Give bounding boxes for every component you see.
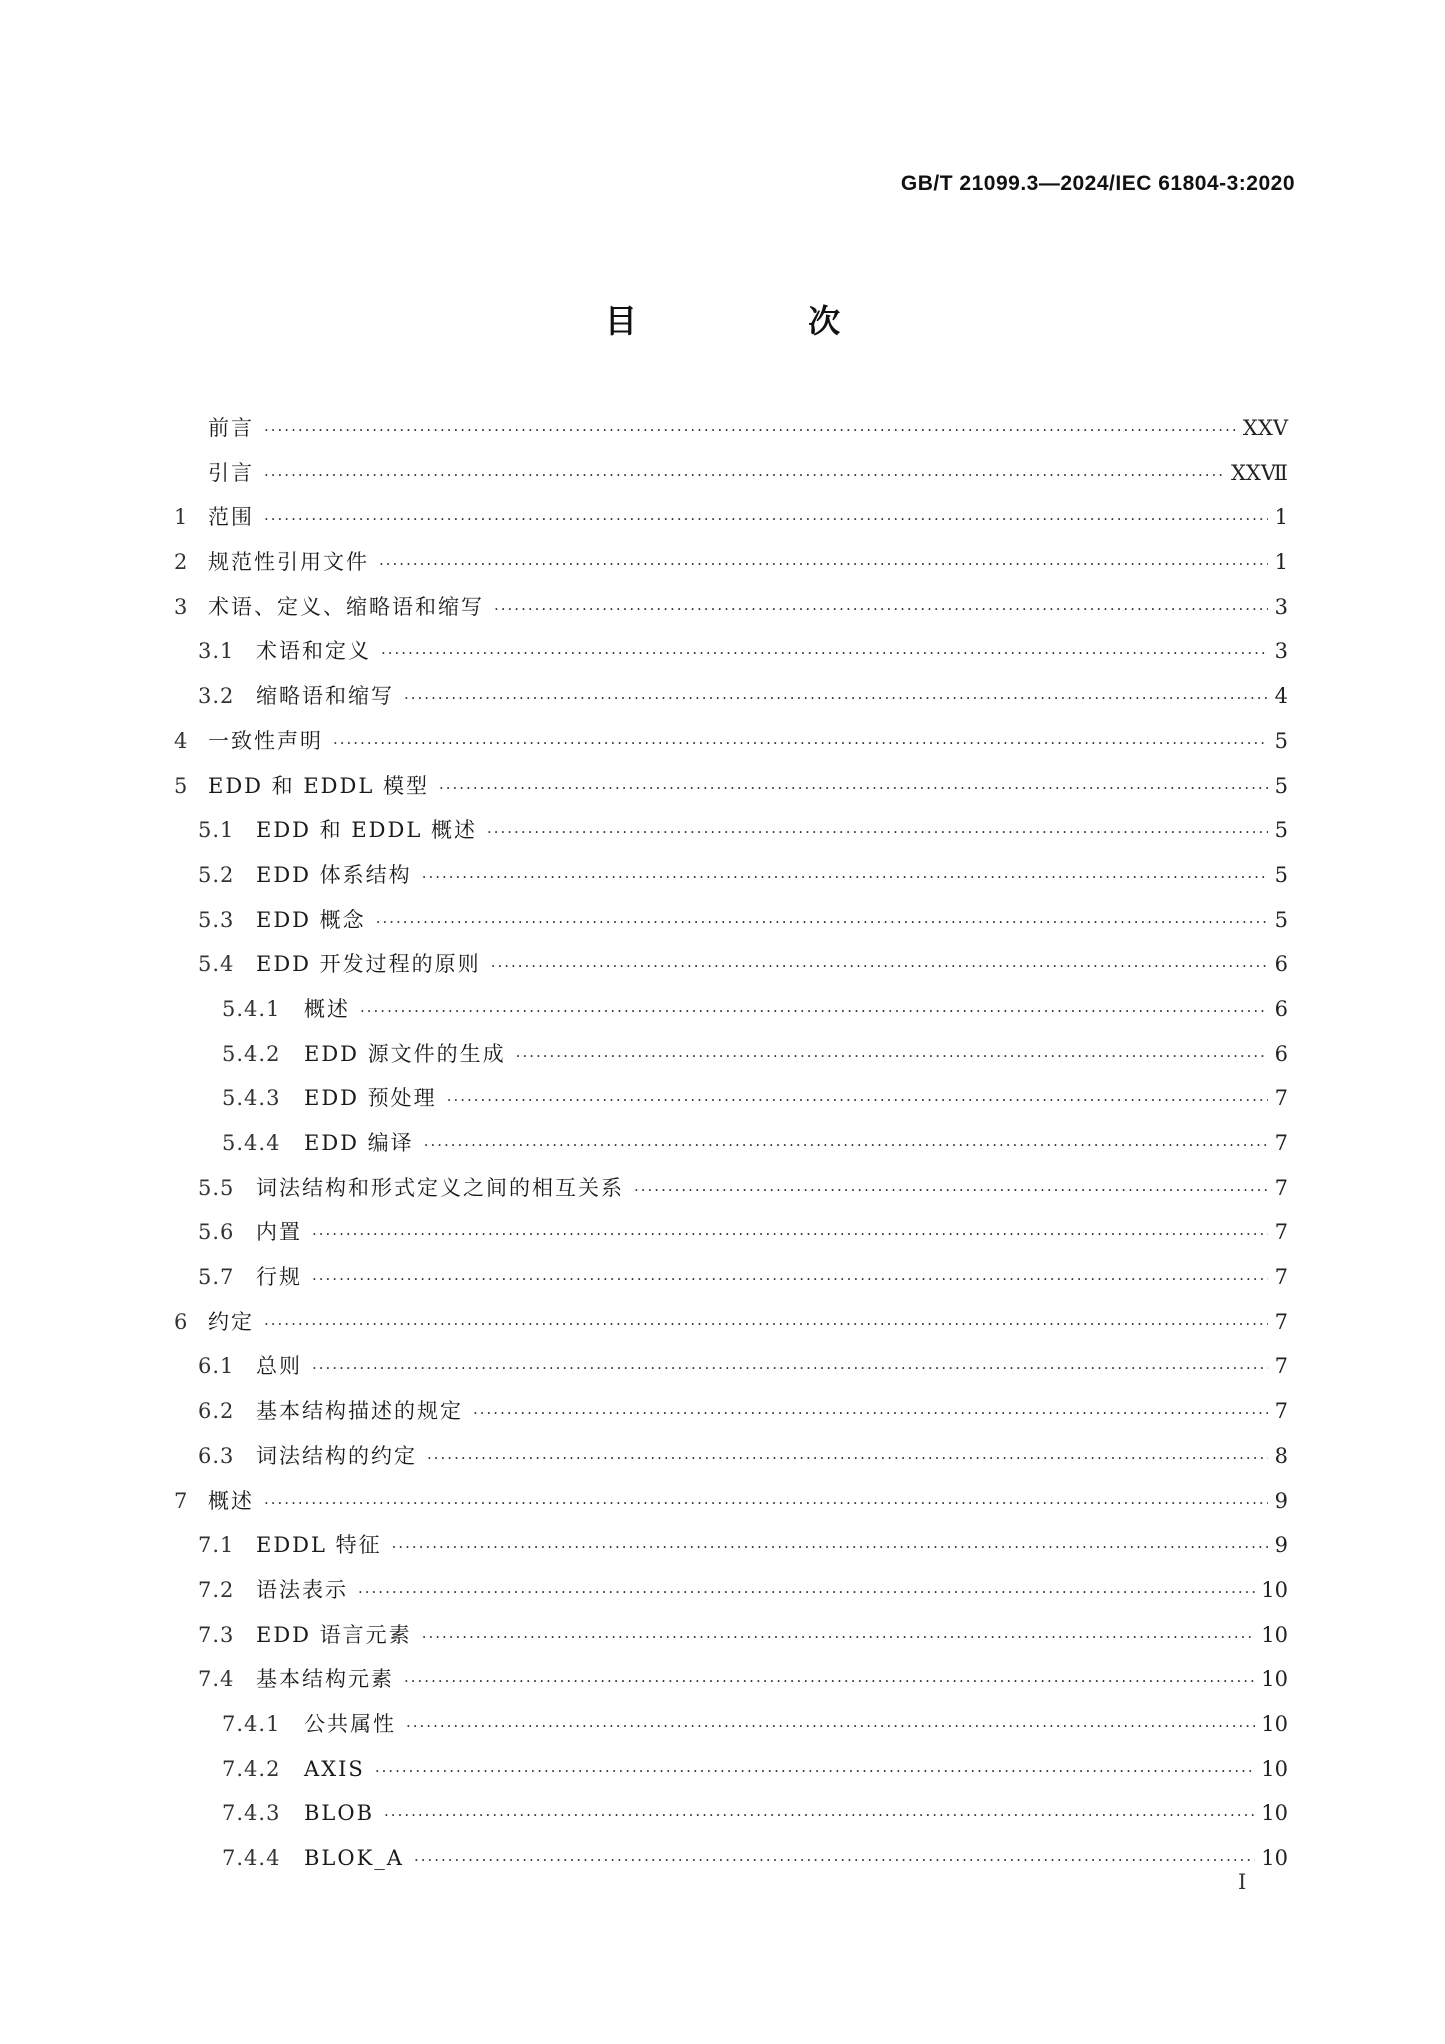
standard-number: GB/T 21099.3—2024/IEC 61804-3:2020 (900, 172, 1295, 195)
toc-entry-title: 缩略语和缩写 (256, 684, 394, 709)
toc-entry-title: 规范性引用文件 (208, 550, 369, 575)
toc-leader-dots (494, 587, 1268, 632)
toc-entry-number: 6.2 (198, 1399, 235, 1424)
toc-leader-dots (473, 1391, 1268, 1436)
toc-entry-number: 3.2 (198, 684, 235, 709)
toc-entry-title: 词法结构的约定 (256, 1443, 417, 1468)
toc-entry[interactable] (174, 1568, 1288, 1613)
toc-entry[interactable] (174, 898, 1288, 943)
toc-entry-number: 5.6 (198, 1220, 235, 1245)
toc-entry-title: 约定 (208, 1309, 254, 1334)
toc-entry-title: EDD 和 EDDL 模型 (208, 773, 429, 798)
toc-leader-dots (384, 1793, 1255, 1838)
toc-entry-page: XXV (1242, 416, 1288, 440)
toc-entry-title: 总则 (256, 1354, 302, 1379)
toc-entry-title: 引言 (208, 460, 254, 485)
toc-entry[interactable] (174, 1836, 1288, 1881)
toc-entry-number: 5.2 (198, 862, 235, 887)
toc-entry[interactable] (174, 1344, 1288, 1389)
toc-entry[interactable] (174, 495, 1288, 540)
toc-leader-dots (376, 900, 1268, 945)
toc-entry-page: 10 (1261, 1801, 1288, 1826)
toc-entry-title: 内置 (256, 1220, 302, 1245)
toc-entry-number: 5.4.2 (222, 1041, 281, 1066)
toc-leader-dots (264, 408, 1237, 453)
toc-entry-page: 9 (1274, 1533, 1288, 1558)
toc-entry[interactable] (174, 1121, 1288, 1166)
toc-entry-number: 7.4.2 (222, 1756, 281, 1781)
toc-entry[interactable] (174, 1210, 1288, 1255)
toc-entry[interactable] (174, 1032, 1288, 1077)
toc-entry[interactable] (174, 1747, 1288, 1792)
toc-entry[interactable] (174, 853, 1288, 898)
toc-entry[interactable] (174, 719, 1288, 764)
toc-entry-title: 基本结构元素 (256, 1667, 394, 1692)
toc-entry-page: 6 (1274, 1041, 1288, 1066)
toc-entry[interactable] (174, 451, 1288, 496)
toc-entry-page: 1 (1274, 550, 1288, 575)
toc-leader-dots (427, 1436, 1268, 1481)
toc-entry-page: 5 (1274, 907, 1288, 932)
toc-entry-page: 10 (1261, 1622, 1288, 1647)
toc-entry-title: 术语、定义、缩略语和缩写 (208, 594, 484, 619)
toc-leader-dots (264, 497, 1268, 542)
toc-entry-number: 5.7 (198, 1265, 235, 1290)
toc-leader-dots (312, 1212, 1268, 1257)
toc-entry-page: 7 (1274, 1086, 1288, 1111)
toc-entry-title: 概述 (304, 996, 350, 1021)
toc-entry-page: 10 (1261, 1667, 1288, 1692)
toc-entry-number: 5.4.4 (222, 1131, 281, 1155)
toc-entry[interactable] (174, 1657, 1288, 1702)
toc-leader-dots (358, 1570, 1255, 1615)
toc-entry-page: 7 (1274, 1220, 1288, 1245)
toc-entry-title: EDD 预处理 (304, 1086, 437, 1111)
toc-entry-number: 1 (174, 505, 189, 530)
toc-leader-dots (264, 1302, 1268, 1347)
toc-entry-title: 一致性声明 (208, 728, 323, 753)
toc-entry-page: 7 (1274, 1265, 1288, 1290)
toc-entry-page: 5 (1274, 773, 1288, 798)
toc-leader-dots (381, 631, 1268, 676)
toc-entry[interactable] (174, 1791, 1288, 1836)
page-title: 目 次 (604, 302, 921, 340)
toc-entry-title: 基本结构描述的规定 (256, 1399, 463, 1424)
toc-entry[interactable] (174, 1166, 1288, 1211)
toc-entry-page: 4 (1274, 684, 1288, 709)
toc-entry-page: 5 (1274, 862, 1288, 887)
toc-entry[interactable] (174, 764, 1288, 809)
toc-entry[interactable] (174, 1479, 1288, 1524)
toc-entry-title: EDD 语言元素 (256, 1622, 412, 1647)
toc-entry[interactable] (174, 585, 1288, 630)
toc-entry-page: 8 (1274, 1443, 1288, 1468)
toc-entry[interactable] (174, 629, 1288, 674)
toc-entry[interactable] (174, 1255, 1288, 1300)
toc-entry[interactable] (174, 1300, 1288, 1345)
toc-leader-dots (404, 676, 1268, 721)
toc-leader-dots (264, 453, 1225, 498)
toc-entry-title: AXIS (304, 1756, 365, 1781)
toc-entry-page: 1 (1274, 505, 1288, 530)
toc-entry[interactable] (174, 987, 1288, 1032)
toc-leader-dots (424, 1123, 1268, 1168)
toc-entry-number: 7.2 (198, 1577, 235, 1602)
toc-entry-page: 7 (1274, 1309, 1288, 1334)
toc-entry-title: EDD 编译 (304, 1131, 414, 1155)
toc-leader-dots (264, 1481, 1268, 1526)
toc-entry-title: 公共属性 (304, 1711, 396, 1736)
toc-entry-number: 7.4 (198, 1667, 235, 1692)
toc-entry-title: BLOB (304, 1801, 375, 1826)
toc-entry-page: 3 (1274, 639, 1288, 664)
toc-leader-dots (406, 1704, 1255, 1749)
toc-entry-title: 语法表示 (256, 1577, 348, 1602)
toc-entry-title: 词法结构和形式定义之间的相互关系 (256, 1175, 624, 1200)
toc-entry-number: 6.1 (198, 1354, 235, 1379)
toc-entry-number: 3.1 (198, 639, 235, 664)
table-of-contents (174, 406, 1288, 1881)
toc-leader-dots (379, 542, 1268, 587)
toc-entry-title: 行规 (256, 1265, 302, 1290)
toc-entry-number: 5.4.3 (222, 1086, 281, 1111)
toc-entry-number: 7.3 (198, 1622, 235, 1647)
toc-entry[interactable] (174, 1389, 1288, 1434)
toc-entry[interactable] (174, 942, 1288, 987)
toc-entry-title: EDD 开发过程的原则 (256, 952, 481, 977)
toc-entry-number: 2 (174, 550, 189, 575)
toc-leader-dots (447, 1078, 1268, 1123)
toc-entry-page: 7 (1274, 1354, 1288, 1379)
toc-entry[interactable] (174, 1076, 1288, 1121)
toc-entry-title: 术语和定义 (256, 639, 371, 664)
toc-entry-page: 7 (1274, 1175, 1288, 1200)
toc-entry-page: 7 (1274, 1131, 1288, 1155)
toc-leader-dots (439, 766, 1268, 811)
toc-entry-page: 6 (1274, 996, 1288, 1021)
toc-entry-title: EDD 源文件的生成 (304, 1041, 506, 1066)
toc-entry-title: 前言 (208, 416, 254, 440)
toc-entry-number: 4 (174, 728, 189, 753)
toc-entry[interactable] (174, 1702, 1288, 1747)
toc-leader-dots (312, 1257, 1268, 1302)
toc-leader-dots (487, 810, 1268, 855)
toc-entry-number: 3 (174, 594, 189, 619)
toc-entry-title: 概述 (208, 1488, 254, 1513)
toc-entry-title: EDDL 特征 (256, 1533, 382, 1558)
toc-entry-number: 5 (174, 773, 189, 798)
toc-entry[interactable] (174, 406, 1288, 451)
toc-leader-dots (333, 721, 1268, 766)
toc-entry-page: 5 (1274, 818, 1288, 843)
toc-entry-page: 6 (1274, 952, 1288, 977)
toc-entry-number: 7.4.4 (222, 1846, 281, 1870)
toc-entry-number: 5.3 (198, 907, 235, 932)
toc-leader-dots (516, 1034, 1268, 1079)
toc-entry[interactable] (174, 808, 1288, 853)
toc-entry-number: 7 (174, 1488, 189, 1513)
toc-entry-number: 6 (174, 1309, 189, 1334)
toc-entry-title: BLOK_A (304, 1846, 404, 1870)
toc-leader-dots (404, 1659, 1255, 1704)
toc-leader-dots (634, 1168, 1268, 1213)
toc-entry-page: 5 (1274, 728, 1288, 753)
toc-leader-dots (422, 1615, 1256, 1660)
toc-leader-dots (312, 1346, 1268, 1391)
toc-entry[interactable] (174, 674, 1288, 719)
page-number: I (1238, 1870, 1247, 1894)
toc-entry-page: 10 (1261, 1846, 1288, 1870)
toc-entry-page: 9 (1274, 1488, 1288, 1513)
toc-entry[interactable] (174, 1434, 1288, 1479)
toc-leader-dots (491, 944, 1268, 989)
toc-entry-number: 7.4.3 (222, 1801, 281, 1826)
toc-entry-number: 7.4.1 (222, 1711, 281, 1736)
toc-entry-title: 范围 (208, 505, 254, 530)
toc-entry-page: XXⅦ (1230, 460, 1288, 485)
toc-entry-page: 3 (1274, 594, 1288, 619)
toc-entry-page: 10 (1261, 1756, 1288, 1781)
toc-entry-page: 7 (1274, 1399, 1288, 1424)
toc-entry-title: EDD 体系结构 (256, 862, 412, 887)
toc-entry-number: 5.4.1 (222, 996, 281, 1021)
toc-entry-title: EDD 概念 (256, 907, 366, 932)
toc-entry-number: 5.1 (198, 818, 235, 843)
toc-leader-dots (360, 989, 1268, 1034)
toc-entry-number: 6.3 (198, 1443, 235, 1468)
toc-entry[interactable] (174, 1613, 1288, 1658)
toc-entry-page: 10 (1261, 1711, 1288, 1736)
toc-entry[interactable] (174, 1523, 1288, 1568)
toc-entry[interactable] (174, 540, 1288, 585)
toc-leader-dots (414, 1838, 1255, 1883)
toc-entry-number: 5.4 (198, 952, 235, 977)
toc-entry-page: 10 (1261, 1577, 1288, 1602)
toc-entry-number: 5.5 (198, 1175, 235, 1200)
toc-leader-dots (392, 1525, 1268, 1570)
toc-leader-dots (422, 855, 1268, 900)
toc-entry-title: EDD 和 EDDL 概述 (256, 818, 477, 843)
toc-entry-number: 7.1 (198, 1533, 235, 1558)
toc-leader-dots (375, 1749, 1255, 1794)
